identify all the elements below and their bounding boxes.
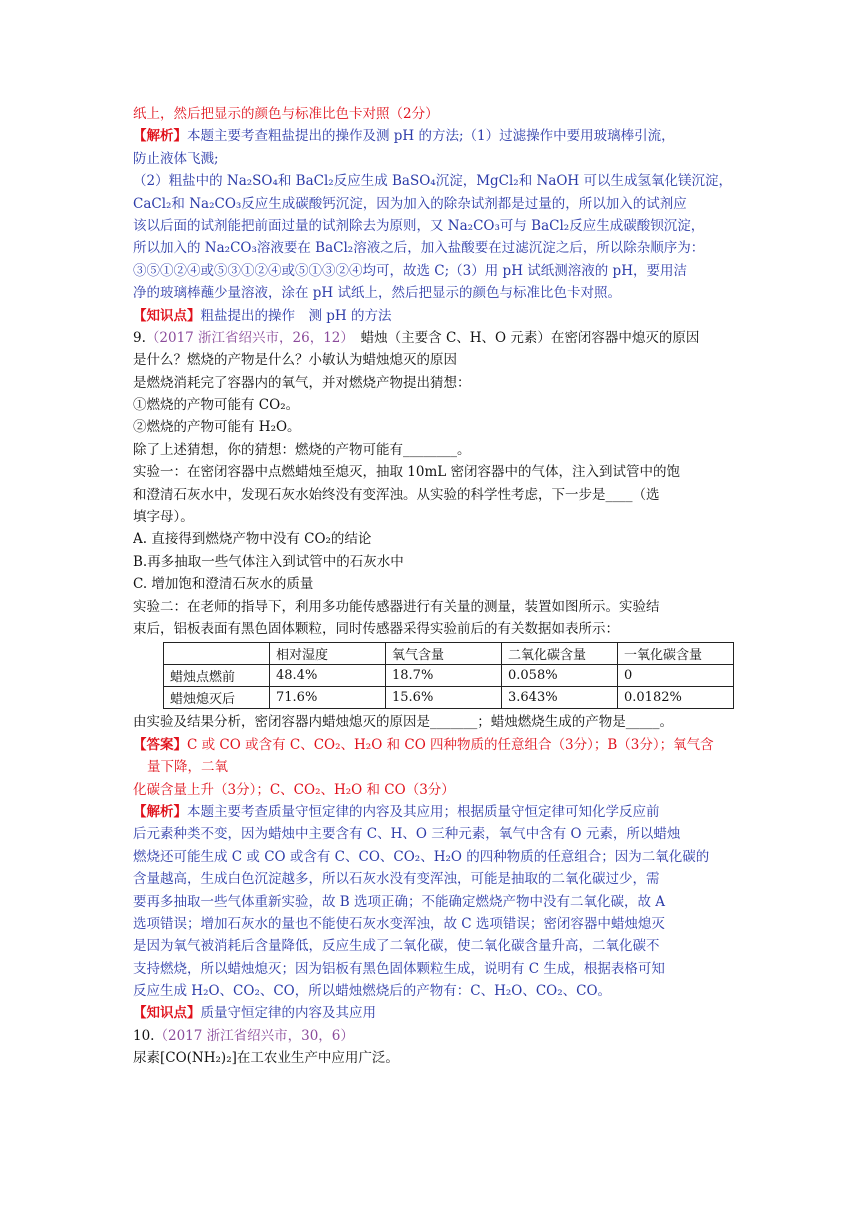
text-line: 尿素[CO(NH₂)₂]在工农业生产中应用广泛。 [133, 1050, 399, 1067]
text-line: ①燃烧的产物可能有 CO₂。 [133, 397, 300, 414]
answer-line [133, 734, 743, 756]
option-a: A. 直接得到燃烧产物中没有 CO₂的结论 [133, 531, 372, 548]
text-line: 选项错误；增加石灰水的量也不能使石灰水变浑浊，故 C 选项错误；密闭容器中蜡烛熄灭 [133, 915, 665, 932]
text-line: 要再多抽取一些气体重新实验，故 B 选项正确；不能确定燃烧产物中没有二氧化碳，故 A [133, 893, 666, 910]
text-line: 实验二：在老师的指导下，利用多功能传感器进行有关量的测量，装置如图所示。实验结 [133, 598, 660, 615]
table-cell: 71.6% [270, 687, 386, 709]
text-line: ②燃烧的产物可能有 H₂O。 [133, 419, 301, 436]
text-line: 该以后面的试剂能把前面过量的试剂除去为原则，又 Na₂CO₃可与 BaCl₂反应生成碳酸钡沉淀， [133, 217, 705, 234]
text-line: 支持燃烧，所以蜡烛熄灭；因为铝板有黑色固体颗粒生成，说明有 C 生成，根据表格可知 [133, 960, 665, 977]
text-line: 是什么？燃烧的产物是什么？小敏认为蜡烛熄灭的原因 [133, 352, 457, 369]
knowledge-line [133, 305, 743, 327]
question-10-header [133, 1025, 743, 1047]
table-header-cell: 二氧化碳含量 [502, 643, 618, 665]
analysis-tag: 【解析】 [133, 128, 187, 145]
table-cell: 18.7% [386, 665, 502, 687]
analysis-line [133, 801, 743, 823]
text-line: CaCl₂和 Na₂CO₃反应生成碳酸钙沉淀，因为加入的除杂试剂都是过量的，所以加入的试剂应 [133, 195, 687, 212]
answer-tag: 【答案】 [133, 736, 187, 753]
table-row [164, 687, 734, 709]
analysis-tag: 【解析】 [133, 803, 187, 820]
knowledge-tag: 【知识点】 [133, 1005, 201, 1022]
table-cell: 15.6% [386, 687, 502, 709]
text-line: 填字母）。 [133, 509, 194, 526]
table-header-cell [164, 643, 270, 665]
table-header-row [164, 643, 734, 665]
text-line: 含量越高，生成白色沉淀越多，所以石灰水没有变浑浊，可能是抽取的二氧化碳过少，需 [133, 871, 660, 888]
question-source: （2017 浙江省绍兴市，30，6） [154, 1027, 354, 1044]
text-line: 是因为氧气被消耗后含量降低，反应生成了二氧化碳，使二氧化碳含量升高，二氧化碳不 [133, 938, 660, 955]
question-source: （2017 浙江省绍兴市，26，12） [145, 329, 348, 346]
table-cell: 0 [618, 665, 734, 687]
question-number: 10. [133, 1027, 155, 1044]
knowledge-text: 质量守恒定律的内容及其应用 [200, 1005, 376, 1022]
answer-continuation: 化碳含量上升（3分）；C、CO₂、H₂O 和 CO（3分） [133, 781, 455, 798]
text-line: 后元素种类不变，因为蜡烛中主要含有 C、H、O 三种元素，氧气中含有 O 元素，所以蜡烛 [133, 826, 681, 843]
option-c: C. 增加饱和澄清石灰水的质量 [133, 576, 314, 593]
answer-text: C 或 CO 或含有 C、CO₂、H₂O 和 CO 四种物质的任意组合（3分）；B（3分）；氧气含 [187, 736, 714, 753]
knowledge-text: 粗盐提出的操作 测 pH 的方法 [200, 307, 392, 324]
text-line: 和澄清石灰水中，发现石灰水始终没有变浑浊。从实验的科学性考虑，下一步是____（选 [133, 486, 660, 503]
answer-continuation: 量下降，二氧 [147, 759, 228, 776]
question-9-header [133, 327, 743, 349]
table-header-cell: 相对湿度 [270, 643, 386, 665]
text-line: 实验一：在密闭容器中点燃蜡烛至熄灭，抽取 10mL 密闭容器中的气体，注入到试管中的饱 [133, 464, 681, 481]
table-cell: 3.643% [502, 687, 618, 709]
table-header-cell: 氧气含量 [386, 643, 502, 665]
text-line: （2）粗盐中的 Na₂SO₄和 BaCl₂反应生成 BaSO₄沉淀，MgCl₂和 NaOH 可以生成氢氧化镁沉淀， [133, 173, 732, 190]
knowledge-tag: 【知识点】 [133, 307, 201, 324]
option-b: B.再多抽取一些气体注入到试管中的石灰水中 [133, 553, 404, 570]
text-line: 除了上述猜想，你的猜想：燃烧的产物可能有________。 [133, 441, 471, 458]
text-line: 燃烧还可能生成 C 或 CO 或含有 C、CO、CO₂、H₂O 的四种物质的任意组合；因为二氧化碳的 [133, 848, 710, 865]
text-line: 净的玻璃棒蘸少量溶液，涂在 pH 试纸上，然后把显示的颜色与标准比色卡对照。 [133, 285, 621, 302]
table-header-cell: 一氧化碳含量 [618, 643, 734, 665]
document-page [133, 103, 743, 1070]
text-line: 防止液体飞溅; [133, 150, 219, 167]
text-line: 纸上，然后把显示的颜色与标准比色卡对照（2分） [133, 106, 439, 122]
text-line: ③⑤①②④或⑤③①②④或⑤①③②④均可，故选 C;（3）用 pH 试纸测溶液的 pH，要用洁 [133, 262, 687, 279]
text-line: 束后，铝板表面有黑色固体颗粒，同时传感器采得实验前后的有关数据如表所示： [133, 620, 619, 637]
analysis-text: 本题主要考查粗盐提出的操作及测 pH 的方法;（1）过滤操作中要用玻璃棒引流， [187, 128, 675, 145]
text-line: 由实验及结果分析，密闭容器内蜡烛熄灭的原因是_______；蜡烛燃烧生成的产物是_____。 [133, 714, 673, 731]
data-table [163, 642, 734, 709]
question-text: 蜡烛（主要含 C、H、O 元素）在密闭容器中熄灭的原因 [347, 329, 700, 346]
text-line: 所以加入的 Na₂CO₃溶液要在 BaCl₂溶液之后，加入盐酸要在过滤沉淀之后，所以除杂顺序为： [133, 240, 705, 257]
analysis-line [133, 125, 743, 147]
table-cell: 蜡烛点燃前 [164, 665, 270, 687]
table-cell: 0.058% [502, 665, 618, 687]
text-line: 是燃烧消耗完了容器内的氧气，并对燃烧产物提出猜想： [133, 374, 471, 391]
knowledge-line [133, 1002, 743, 1024]
table-row [164, 665, 734, 687]
question-number: 9. [133, 329, 146, 346]
text-line: 反应生成 H₂O、CO₂、CO，所以蜡烛燃烧后的产物有：C、H₂O、CO₂、CO。 [133, 983, 612, 1000]
table-cell: 蜡烛熄灭后 [164, 687, 270, 709]
table-cell: 48.4% [270, 665, 386, 687]
analysis-text: 本题主要考查质量守恒定律的内容及其应用；根据质量守恒定律可知化学反应前 [187, 803, 660, 820]
table-cell: 0.0182% [618, 687, 734, 709]
